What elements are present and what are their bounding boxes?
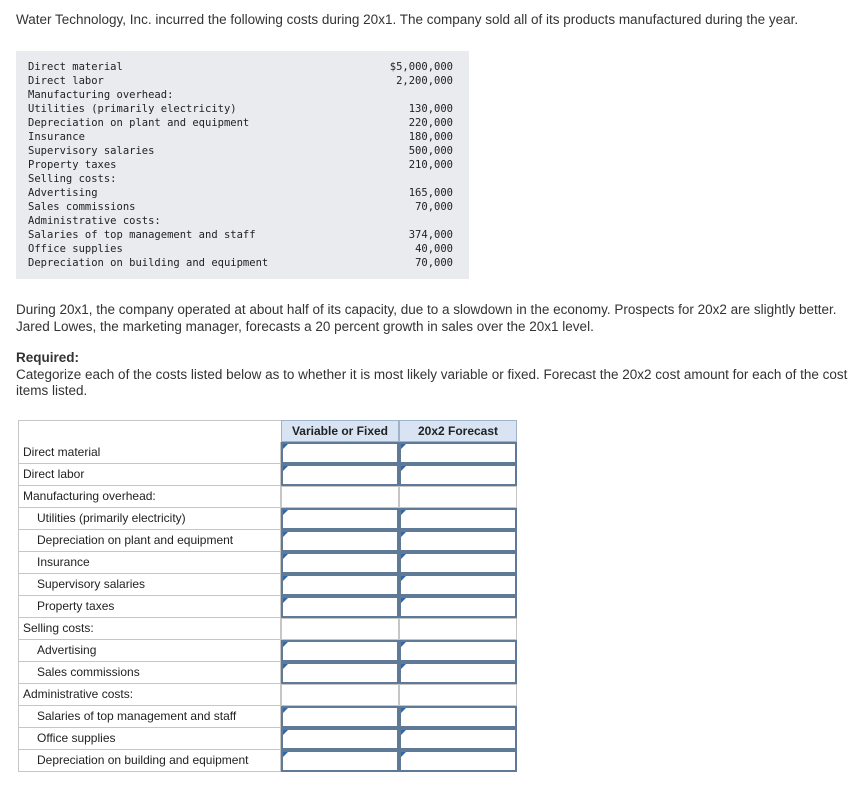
input-corner-marker-icon xyxy=(401,664,406,669)
forecast-input[interactable] xyxy=(399,508,517,530)
input-corner-marker-icon xyxy=(401,554,406,559)
variable-or-fixed-input[interactable] xyxy=(281,574,399,596)
row-label: Selling costs: xyxy=(18,618,281,640)
cost-amount: 180,000 xyxy=(408,131,453,143)
cost-amount: 40,000 xyxy=(415,243,453,255)
input-corner-marker-icon xyxy=(401,466,406,471)
empty-cell xyxy=(399,486,517,508)
cost-label: Supervisory salaries xyxy=(28,145,155,157)
forecast-input[interactable] xyxy=(399,706,517,728)
input-corner-marker-icon xyxy=(283,510,288,515)
required-text: Categorize each of the costs listed below as to whether it is most likely variable or fixed. Forecast the 20x2 cost amount for each of the cost items listed. xyxy=(16,367,848,398)
cost-label: Advertising xyxy=(28,187,98,199)
input-corner-marker-icon xyxy=(283,664,288,669)
forecast-input[interactable] xyxy=(399,442,517,464)
cost-label: Sales commissions xyxy=(28,201,136,213)
answer-table xyxy=(18,420,518,772)
cost-label: Utilities (primarily electricity) xyxy=(28,103,237,115)
forecast-input[interactable] xyxy=(399,464,517,486)
cost-label: Property taxes xyxy=(28,159,117,171)
cost-row xyxy=(28,144,453,158)
row-label: Depreciation on building and equipment xyxy=(18,750,281,772)
variable-or-fixed-input[interactable] xyxy=(281,596,399,618)
row-label: Direct material xyxy=(18,442,281,464)
cost-row xyxy=(28,186,453,200)
cost-row xyxy=(28,256,453,270)
cost-amount: 70,000 xyxy=(415,257,453,269)
forecast-input[interactable] xyxy=(399,596,517,618)
cost-row xyxy=(28,116,453,130)
input-corner-marker-icon xyxy=(283,642,288,647)
input-corner-marker-icon xyxy=(401,444,406,449)
input-corner-marker-icon xyxy=(401,598,406,603)
row-label: Sales commissions xyxy=(18,662,281,684)
cost-label: Insurance xyxy=(28,131,85,143)
empty-cell xyxy=(281,618,399,640)
input-corner-marker-icon xyxy=(283,532,288,537)
empty-cell xyxy=(399,618,517,640)
cost-amount: 374,000 xyxy=(408,229,453,241)
cost-row xyxy=(28,200,453,214)
row-label: Manufacturing overhead: xyxy=(18,486,281,508)
variable-or-fixed-input[interactable] xyxy=(281,508,399,530)
variable-or-fixed-input[interactable] xyxy=(281,530,399,552)
input-corner-marker-icon xyxy=(401,576,406,581)
forecast-input[interactable] xyxy=(399,552,517,574)
cost-row xyxy=(28,228,453,242)
cost-amount: 70,000 xyxy=(415,201,453,213)
cost-label: Salaries of top management and staff xyxy=(28,229,256,241)
forecast-input[interactable] xyxy=(399,750,517,772)
empty-cell xyxy=(399,684,517,706)
input-corner-marker-icon xyxy=(401,642,406,647)
cost-row xyxy=(28,74,453,88)
cost-label: Depreciation on plant and equipment xyxy=(28,117,250,129)
variable-or-fixed-input[interactable] xyxy=(281,706,399,728)
cost-row xyxy=(28,130,453,144)
input-corner-marker-icon xyxy=(283,444,288,449)
cost-label: Administrative costs: xyxy=(28,215,161,227)
cost-amount: 2,200,000 xyxy=(396,75,453,87)
problem-intro: Water Technology, Inc. incurred the following costs during 20x1. The company sold all of its products manufactured during the year. xyxy=(16,12,799,27)
cost-data-box xyxy=(16,51,469,279)
input-corner-marker-icon xyxy=(283,554,288,559)
forecast-input[interactable] xyxy=(399,640,517,662)
input-corner-marker-icon xyxy=(401,708,406,713)
cost-row xyxy=(28,102,453,116)
cost-label: Office supplies xyxy=(28,243,123,255)
input-corner-marker-icon xyxy=(283,730,288,735)
cost-row xyxy=(28,172,453,186)
cost-amount: 500,000 xyxy=(408,145,453,157)
problem-paragraph: During 20x1, the company operated at about half of its capacity, due to a slowdown in the economy. Prospects for 20x2 are slightly better. Jared Lowes, the marketing manager, forecasts a 20 percent growth in sales over the 20x1 level. xyxy=(16,302,837,334)
row-label: Depreciation on plant and equipment xyxy=(18,530,281,552)
row-label: Advertising xyxy=(18,640,281,662)
input-corner-marker-icon xyxy=(283,598,288,603)
row-label: Supervisory salaries xyxy=(18,574,281,596)
input-corner-marker-icon xyxy=(401,510,406,515)
row-label: Salaries of top management and staff xyxy=(18,706,281,728)
header-blank-cell xyxy=(18,420,281,442)
variable-or-fixed-input[interactable] xyxy=(281,464,399,486)
forecast-input[interactable] xyxy=(399,574,517,596)
cost-label: Manufacturing overhead: xyxy=(28,89,174,101)
variable-or-fixed-input[interactable] xyxy=(281,640,399,662)
cost-amount: 210,000 xyxy=(408,159,453,171)
input-corner-marker-icon xyxy=(401,532,406,537)
cost-amount: $5,000,000 xyxy=(389,61,453,73)
header-20x2-forecast: 20x2 Forecast xyxy=(399,420,517,442)
row-label: Office supplies xyxy=(18,728,281,750)
row-label: Utilities (primarily electricity) xyxy=(18,508,281,530)
cost-label: Depreciation on building and equipment xyxy=(28,257,269,269)
variable-or-fixed-input[interactable] xyxy=(281,662,399,684)
cost-amount: 130,000 xyxy=(408,103,453,115)
cost-amount: 220,000 xyxy=(408,117,453,129)
variable-or-fixed-input[interactable] xyxy=(281,728,399,750)
variable-or-fixed-input[interactable] xyxy=(281,442,399,464)
header-variable-or-fixed: Variable or Fixed xyxy=(281,420,399,442)
required-title: Required: xyxy=(16,350,80,365)
cost-row xyxy=(28,88,453,102)
input-corner-marker-icon xyxy=(283,752,288,757)
variable-or-fixed-input[interactable] xyxy=(281,750,399,772)
forecast-input[interactable] xyxy=(399,728,517,750)
forecast-input[interactable] xyxy=(399,530,517,552)
cost-row xyxy=(28,242,453,256)
empty-cell xyxy=(281,486,399,508)
cost-label: Direct labor xyxy=(28,75,104,87)
row-label: Direct labor xyxy=(18,464,281,486)
input-corner-marker-icon xyxy=(283,576,288,581)
input-corner-marker-icon xyxy=(401,730,406,735)
cost-row xyxy=(28,60,453,74)
input-corner-marker-icon xyxy=(283,466,288,471)
row-label: Property taxes xyxy=(18,596,281,618)
input-corner-marker-icon xyxy=(283,708,288,713)
row-label: Administrative costs: xyxy=(18,684,281,706)
forecast-input[interactable] xyxy=(399,662,517,684)
cost-label: Direct material xyxy=(28,61,123,73)
cost-row xyxy=(28,214,453,228)
empty-cell xyxy=(281,684,399,706)
cost-row xyxy=(28,158,453,172)
row-label: Insurance xyxy=(18,552,281,574)
variable-or-fixed-input[interactable] xyxy=(281,552,399,574)
cost-amount: 165,000 xyxy=(408,187,453,199)
input-corner-marker-icon xyxy=(401,752,406,757)
cost-label: Selling costs: xyxy=(28,173,117,185)
